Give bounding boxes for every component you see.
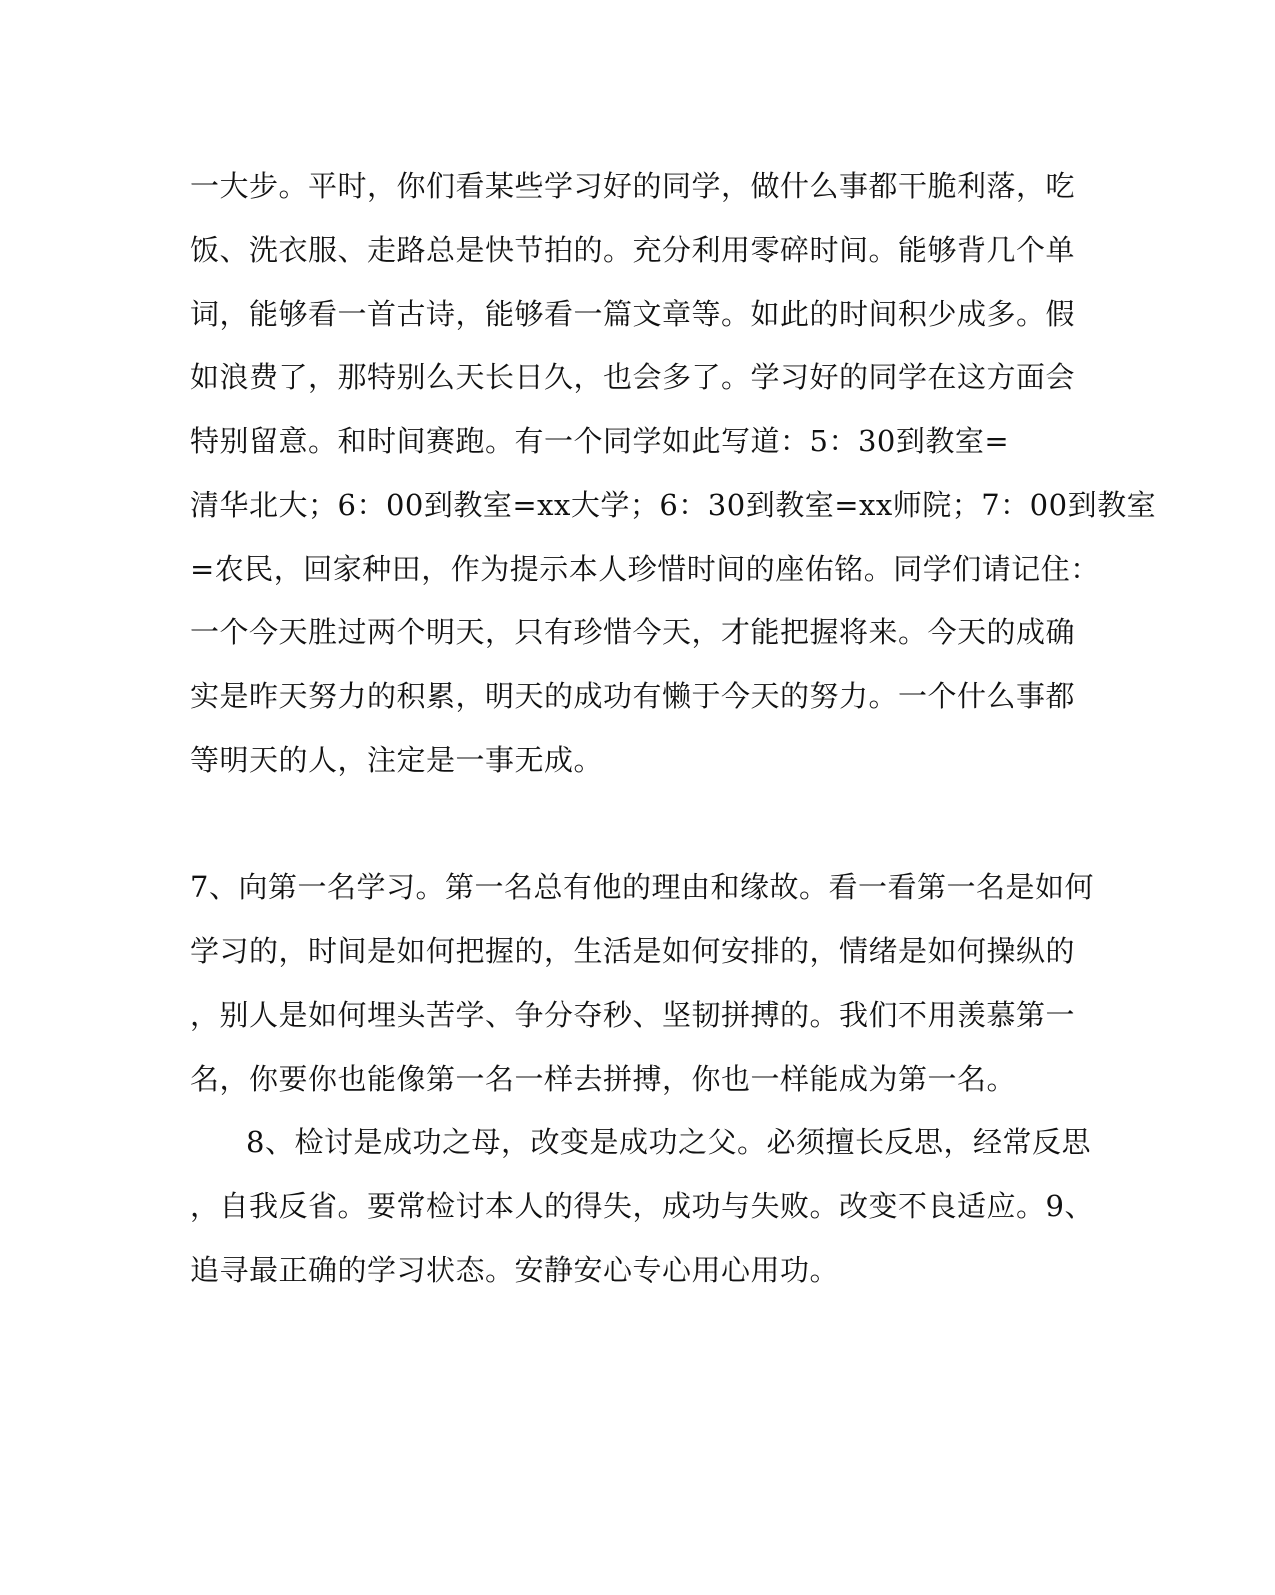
text-line: =农民，回家种田，作为提示本人珍惜时间的座佑铭。同学们请记住： (190, 552, 1100, 586)
text-line: 清华北大；6：00到教室=xx大学；6：30到教室=xx师院；7：00到教室 (190, 488, 1157, 522)
text-line: ，别人是如何埋头苦学、争分夺秒、坚韧拼搏的。我们不用羡慕第一 (190, 998, 1076, 1032)
text-line: 追寻最正确的学习状态。安静安心专心用心用功。 (190, 1253, 840, 1287)
text-line: ，自我反省。要常检讨本人的得失，成功与失败。改变不良适应。9、 (190, 1189, 1094, 1223)
text-line: 7、向第一名学习。第一名总有他的理由和缘故。看一看第一名是如何 (190, 870, 1094, 904)
text-line: 词，能够看一首古诗，能够看一篇文章等。如此的时间积少成多。假 (190, 297, 1076, 331)
text-line: 名，你要你也能像第一名一样去拼搏，你也一样能成为第一名。 (190, 1062, 1017, 1096)
text-line: 实是昨天努力的积累，明天的成功有懒于今天的努力。一个什么事都 (190, 679, 1076, 713)
text-line: 等明天的人，注定是一事无成。 (190, 743, 604, 777)
text-line: 一大步。平时，你们看某些学习好的同学，做什么事都干脆利落，吃 (190, 169, 1076, 203)
text-line: 饭、洗衣服、走路总是快节拍的。充分利用零碎时间。能够背几个单 (190, 233, 1076, 267)
text-line: 一个今天胜过两个明天，只有珍惜今天，才能把握将来。今天的成确 (190, 615, 1076, 649)
text-line: 如浪费了，那特别么天长日久，也会多了。学习好的同学在这方面会 (190, 360, 1076, 394)
text-line: 特别留意。和时间赛跑。有一个同学如此写道：5：30到教室= (190, 424, 1010, 458)
text-line: 8、检讨是成功之母，改变是成功之父。必须擅长反思，经常反思 (246, 1125, 1091, 1159)
text-line: 学习的，时间是如何把握的，生活是如何安排的，情绪是如何操纵的 (190, 934, 1076, 968)
